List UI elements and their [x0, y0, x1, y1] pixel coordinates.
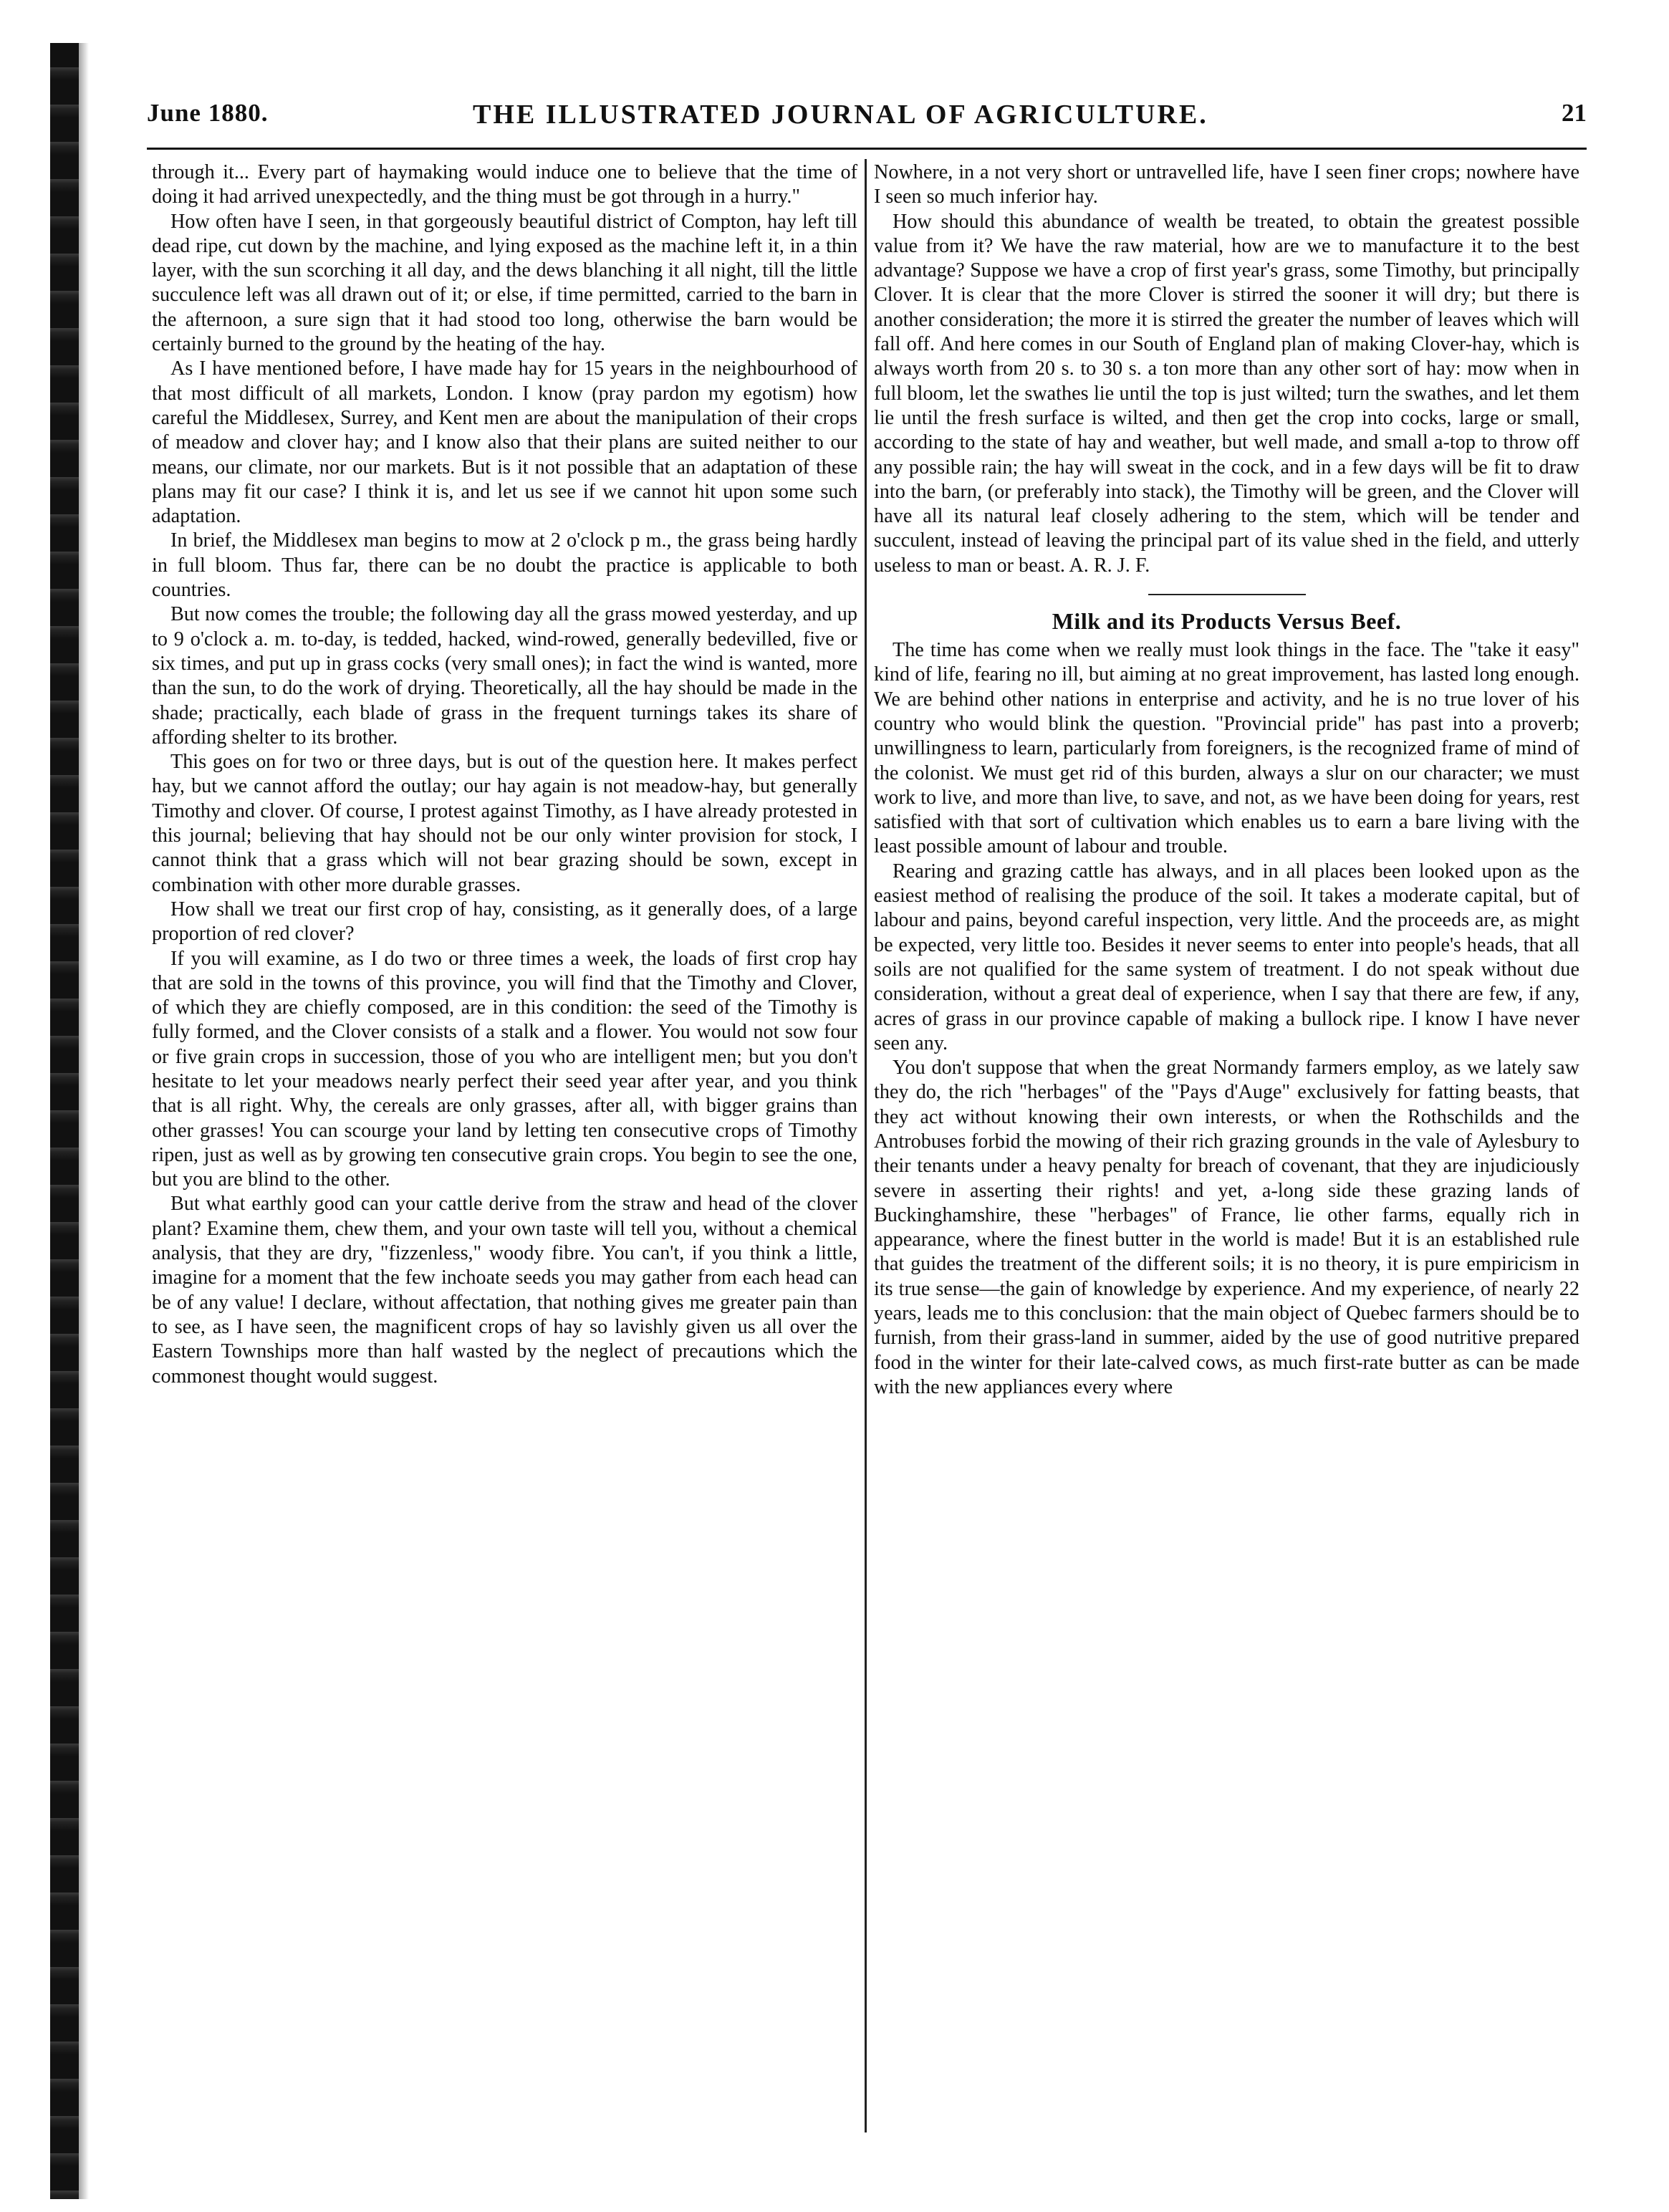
header-rule	[147, 148, 1587, 150]
paragraph: You don't suppose that when the great Normandy farmers employ, as we lately saw they do, the rich "herbages" of the "Pays d'Auge" exclusively for fatting beasts, that they act without knowing their own interests, or when the Rothschilds and the Antrobuses forbid the mowing of their rich grazing grounds in the vale of Aylesbury to their tenants under a heavy penalty for breach of covenant, that they are injudiciously severe in asserting their rights! and yet, a-long side these grazing lands of Buckinghamshire, these "herbages" of France, lie other farms, equally rich in appearance, where the finest butter in the world is made! But it is an established rule that guides the treatment of the different soils; it is no theory, it is pure empiricism in its true sense—the gain of knowledge by experience. And my experience, of nearly 22 years, leads me to this conclusion: that the main object of Quebec farmers should be to furnish, from their grass-land in summer, aided by the use of good nutritive prepared food in the winter for their late-calved cows, as much first-rate butter as can be made with the new appliances every where	[874, 1057, 1579, 1398]
running-head	[147, 99, 1587, 142]
journal-title: THE ILLUSTRATED JOURNAL OF AGRICULTURE.	[473, 100, 1208, 130]
paragraph: through it... Every part of haymaking would induce one to believe that the time of doing it had arrived unexpectedly, and the thing must be got through in a hurry."	[152, 161, 857, 208]
paragraph: The time has come when we really must look things in the face. The "take it easy" kind of life, fearing no ill, but aiming at no great improvement, has lasted long enough. We are behind other nations in enterprise and activity, and he is no true lover of his country who would blink the question. "Provincial pride" has past into a proverb; unwillingness to learn, particularly from foreigners, is the recognized frame of mind of the colonist. We must get rid of this burden, always a slur on our character; we must work to live, and more than live, to save, and not, as we have been doing for years, rest satisfied with that sort of cultivation which enables us to earn a bare living with the least possible amount of labour and trouble.	[874, 639, 1579, 858]
left-column	[152, 160, 857, 2138]
paragraph: Nowhere, in a not very short or untravelled life, have I seen finer crops; nowhere have I seen so much inferior hay.	[874, 161, 1579, 208]
binding-shadow	[79, 43, 89, 2199]
right-column	[874, 160, 1579, 2138]
paragraph: If you will examine, as I do two or three times a week, the loads of first crop hay that are sold in the towns of this province, you will find that the Timothy and Clover, of which they are chiefly composed, are in this condition: the seed of the Timothy is fully formed, and the Clover consists of a stalk and a flower. You would not sow four or five grain crops in succession, those of you who are intelligent men; but you don't hesitate to let your meadows nearly perfect their seed year after year, and you think that is all right. Why, the cereals are only grasses, after all, with bigger grains than other grasses! You can scourge your land by letting ten consecutive crops of Timothy ripen, just as well as by growing ten consecutive grain crops. You begin to see the one, but you are blind to the other.	[152, 947, 857, 1191]
paragraph: But what earthly good can your cattle derive from the straw and head of the clover plant? Examine them, chew them, and your own taste will tell you, without a chemical analysis, that they are dry, "fizzenless," woody fibre. You can't, if you think a little, imagine for a moment that the few inchoate seeds you may gather from each head can be of any value! I declare, without affectation, that nothing gives me greater pain than to see, as I have seen, the magnificent crops of hay so lavishly given us all over the Eastern Townships more than half wasted by the neglect of precautions which the commonest thought would suggest.	[152, 1193, 857, 1388]
paragraph: But now comes the trouble; the following day all the grass mowed yesterday, and up to 9 o'clock a. m. to-day, is tedded, hacked, wind-rowed, generally bedevilled, five or six times, and put up in grass cocks (very small ones); in fact the wind is wanted, more than the sun, to do the work of drying. Theoretically, all the hay should be made in the shade; practically, each blade of grass in the frequent turnings takes its share of affording shelter to its brother.	[152, 603, 857, 749]
issue-date: June 1880.	[147, 99, 269, 127]
paragraph: How shall we treat our first crop of hay, consisting, as it generally does, of a large proportion of red clover?	[152, 898, 857, 946]
paragraph: How should this abundance of wealth be treated, to obtain the greatest possible value from it? We have the raw material, how are we to manufacture it to the best advantage? Suppose we have a crop of first year's grass, some Timothy, but principally Clover. It is clear that the more Clover is stirred the sooner it will dry; but there is another consideration; the more it is stirred the greater the number of leaves which will fall off. And here comes in our South of England plan of making Clover-hay, which is always worth from 20 s. to 30 s. a ton more than any other sort of hay: mow when in full bloom, let the swathes lie until the top is just wilted; turn the swathes, and let them lie until the fresh surface is wilted, and then get the crop into cocks, large or small, according to the state of hay and weather, but well made, and small a-top to throw off any possible rain; the hay will sweat in the cock, and in a few days will be fit to draw into the barn, (or preferably into stack), the Timothy will be green, and the Clover will have all its natural leaf closely adhering to the stem, which will be tender and succulent, instead of leaving the principal part of its value shed in the field, and utterly useless to man or beast. A. R. J. F.	[874, 210, 1579, 577]
paragraph: Rearing and grazing cattle has always, and in all places been looked upon as the easiest method of realising the produce of the soil. It takes a moderate capital, but of labour and pains, beyond careful inspection, very little. And the proceeds are, as might be expected, very little too. Besides it never seems to enter into people's heads, that all soils are not qualified for the same system of treatment. I do not speak without due consideration, without a great deal of experience, when I say that there are few, if any, acres of grass in our province capable of making a bullock ripe. I know I have never seen any.	[874, 860, 1579, 1054]
column-divider	[865, 159, 867, 2132]
paragraph: How often have I seen, in that gorgeously beautiful district of Compton, hay left till dead ripe, cut down by the machine, and lying exposed as the machine left it, in a thin layer, with the sun scorching it all day, and the dews blanching it all night, till the little succulence left was all drawn out of it; or else, if time permitted, carried to the barn in the afternoon, a sure sign that it had stood too long, otherwise the barn would be certainly burned to the ground by the heating of the hay.	[152, 210, 857, 356]
section-rule	[1148, 594, 1306, 595]
page-number: 21	[1562, 99, 1587, 127]
paragraph: In brief, the Middlesex man begins to mow at 2 o'clock p m., the grass being hardly in full bloom. Thus far, there can be no doubt the practice is applicable to both countries.	[152, 529, 857, 602]
paragraph: This goes on for two or three days, but is out of the question here. It makes perfect hay, but we cannot afford the outlay; our hay again is not meadow-hay, but generally Timothy and clover. Of course, I protest against Timothy, as I have already protested in this journal; believing that hay should not be our only winter provision for stock, I cannot think that a grass which will not bear grazing should be sown, except in combination with other more durable grasses.	[152, 751, 857, 896]
binding-edge	[50, 43, 79, 2199]
article-heading: Milk and its Products Versus Beef.	[1052, 608, 1402, 635]
paragraph: As I have mentioned before, I have made hay for 15 years in the neighbourhood of that most difficult of all markets, London. I know (pray pardon my egotism) how careful the Middlesex, Surrey, and Kent men are about the manipulation of their crops of meadow and clover hay; and I know also that their plans are suited neither to our means, our climate, nor our markets. But is it not possible that an adaptation of these plans may fit our case? I think it is, and let us see if we cannot hit upon some such adaptation.	[152, 357, 857, 528]
